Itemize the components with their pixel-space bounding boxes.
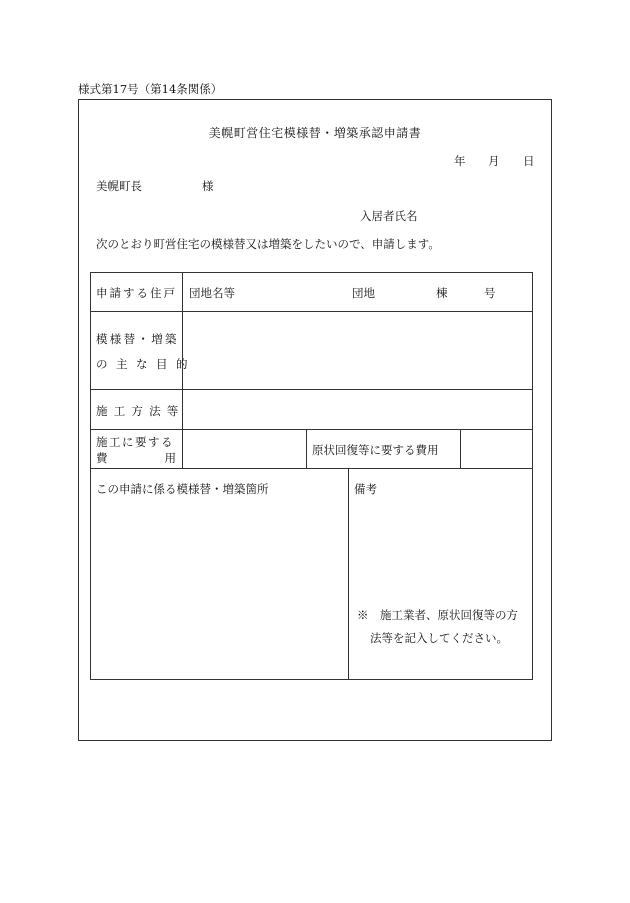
application-statement: 次のとおり町営住宅の模様替又は増築をしたいので、申請します。: [96, 237, 440, 251]
purpose-label-line1: 模様替・増築: [96, 332, 179, 346]
building-suffix: 棟: [436, 286, 448, 300]
table-rule: [90, 311, 533, 312]
table-rule: [90, 468, 533, 469]
address-label: [96, 285, 179, 301]
address-label-text: 申請する住戸: [96, 286, 177, 300]
complex-suffix: 団地: [352, 286, 375, 300]
remarks-label: 備考: [354, 482, 377, 496]
restoration-cost-label: 原状回復等に要する費用: [312, 443, 439, 457]
date-day-label: 日: [523, 154, 535, 168]
cost-label-line2-text: 費用: [96, 451, 233, 465]
form-number: 様式第17号（第14条関係）: [78, 82, 223, 96]
location-label: この申請に係る模様替・増築箇所: [96, 482, 269, 496]
remarks-note: [357, 604, 518, 650]
table-rule: [90, 429, 533, 430]
table-rule: [90, 389, 533, 390]
date-month-label: 月: [488, 154, 500, 168]
date-year-label: 年: [454, 154, 466, 168]
honorific: 様: [202, 179, 214, 193]
applicant-name-label: 入居者氏名: [360, 209, 418, 223]
table-rule: [460, 429, 461, 468]
addressee: 美幌町長: [96, 179, 142, 193]
table-rule: [348, 468, 349, 680]
number-suffix: 号: [484, 286, 496, 300]
form-title: 美幌町営住宅模様替・増築承認申請書: [208, 126, 422, 140]
table-rule: [306, 429, 307, 468]
cost-label-line2: [96, 450, 233, 466]
purpose-label-line2: の主な目的: [96, 357, 196, 371]
method-label: 施工方法等: [96, 404, 185, 418]
cost-label-line1: 施工に要する: [96, 435, 174, 449]
remarks-note-line2: 法等を記入してください。: [370, 631, 508, 645]
complex-name-label: 団地名等: [189, 286, 235, 300]
remarks-note-line1: ※ 施工業者、原状回復等の方: [357, 608, 518, 622]
